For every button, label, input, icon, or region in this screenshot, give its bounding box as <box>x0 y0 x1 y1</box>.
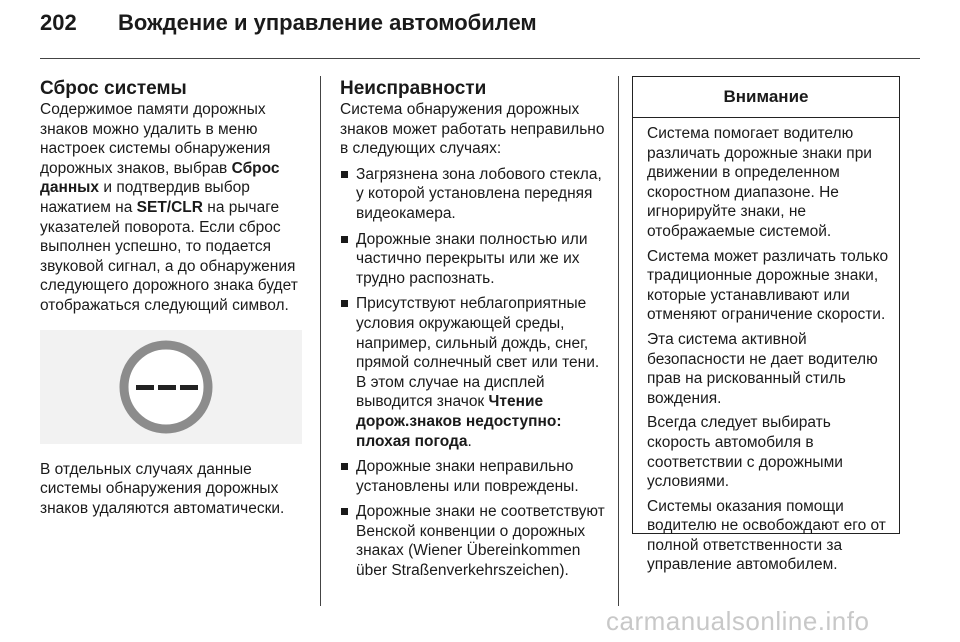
column-divider-1 <box>320 76 321 606</box>
column-malfunctions <box>340 78 608 587</box>
reset-text-2: и подтвердив выбор нажатием на <box>40 179 250 216</box>
no-sign-detected-icon <box>40 330 302 444</box>
warning-box <box>632 76 900 574</box>
list-item: Дорожные знаки не соответствуют Венской конвенции о дорожных знаках (Wiener Übereinkommen über Straßenverkehrszeichen). <box>340 502 608 580</box>
section-heading-malfunctions: Неисправности <box>340 78 487 99</box>
list-item-text: Присутствуют неблагоприятные условия окружающей среды, например, сильный дождь, снег, прямой солнечный свет или тени. В этом случае на дисплей выводится значок <box>356 295 600 411</box>
list-item <box>340 294 608 451</box>
malfunctions-list <box>340 165 608 581</box>
set-clr-label: SET/CLR <box>136 198 203 216</box>
list-item: Дорожные знаки неправильно установлены или повреждены. <box>340 457 608 496</box>
page-number: 202 <box>40 10 77 35</box>
auto-reset-paragraph: В отдельных случаях данные системы обнаружения дорожных знаков удаляются автоматически. <box>40 460 285 517</box>
warning-paragraph: Система помогает водителю различать дорожные знаки при движении в определенном скоростном диапазоне. Не игнорируйте знаки, не отображаемые системой. <box>647 125 872 240</box>
malfunctions-intro: Система обнаружения дорожных знаков может работать неправильно в следующих случаях: <box>340 101 605 158</box>
warning-paragraph: Эта система активной безопасности не дает водителю прав на рискованный стиль вождения. <box>647 330 878 407</box>
warning-body <box>633 118 899 575</box>
warning-paragraph: Системы оказания помощи водителю не освобождают его от полной ответственности за управление автомобилем. <box>647 497 886 574</box>
warning-paragraph: Система может различать только традиционные дорожные знаки, которые устанавливают или отменяют ограничение скорости. <box>647 247 889 324</box>
page-header <box>40 10 920 46</box>
reset-text-1: Содержимое памяти дорожных знаков можно удалить в меню настроек системы обнаружения дорожных знаков, выбрав <box>40 101 271 177</box>
column-reset-system <box>40 78 302 518</box>
list-item: Дорожные знаки полностью или частично перекрыты или же их трудно распознать. <box>340 230 608 289</box>
warning-title: Внимание <box>633 77 899 118</box>
page-title: Вождение и управление автомобилем <box>118 10 537 35</box>
list-item: Загрязнена зона лобового стекла, у которой установлена передняя видеокамера. <box>340 165 608 224</box>
reset-paragraph <box>40 100 302 316</box>
header-divider <box>40 58 920 59</box>
section-heading-reset: Сброс системы <box>40 78 187 99</box>
reset-text-3: на рычаге указателей поворота. Если сброс выполнен успешно, то подается звуковой сигнал, а до обнаружения следующего дорожного знака будет отображаться следующий символ. <box>40 198 298 314</box>
column-divider-2 <box>618 76 619 606</box>
watermark: carmanualsonline.info <box>606 606 870 636</box>
reset-data-label: Сброс данных <box>40 159 280 197</box>
weather-message-label: Чтение дорож.знаков недоступно: плохая погода <box>356 393 562 450</box>
warning-paragraph: Всегда следует выбирать скорость автомобиля в соответствии с дорожными условиями. <box>647 414 843 491</box>
reset-symbol-illustration <box>40 330 302 444</box>
list-item-end: . <box>467 432 472 450</box>
